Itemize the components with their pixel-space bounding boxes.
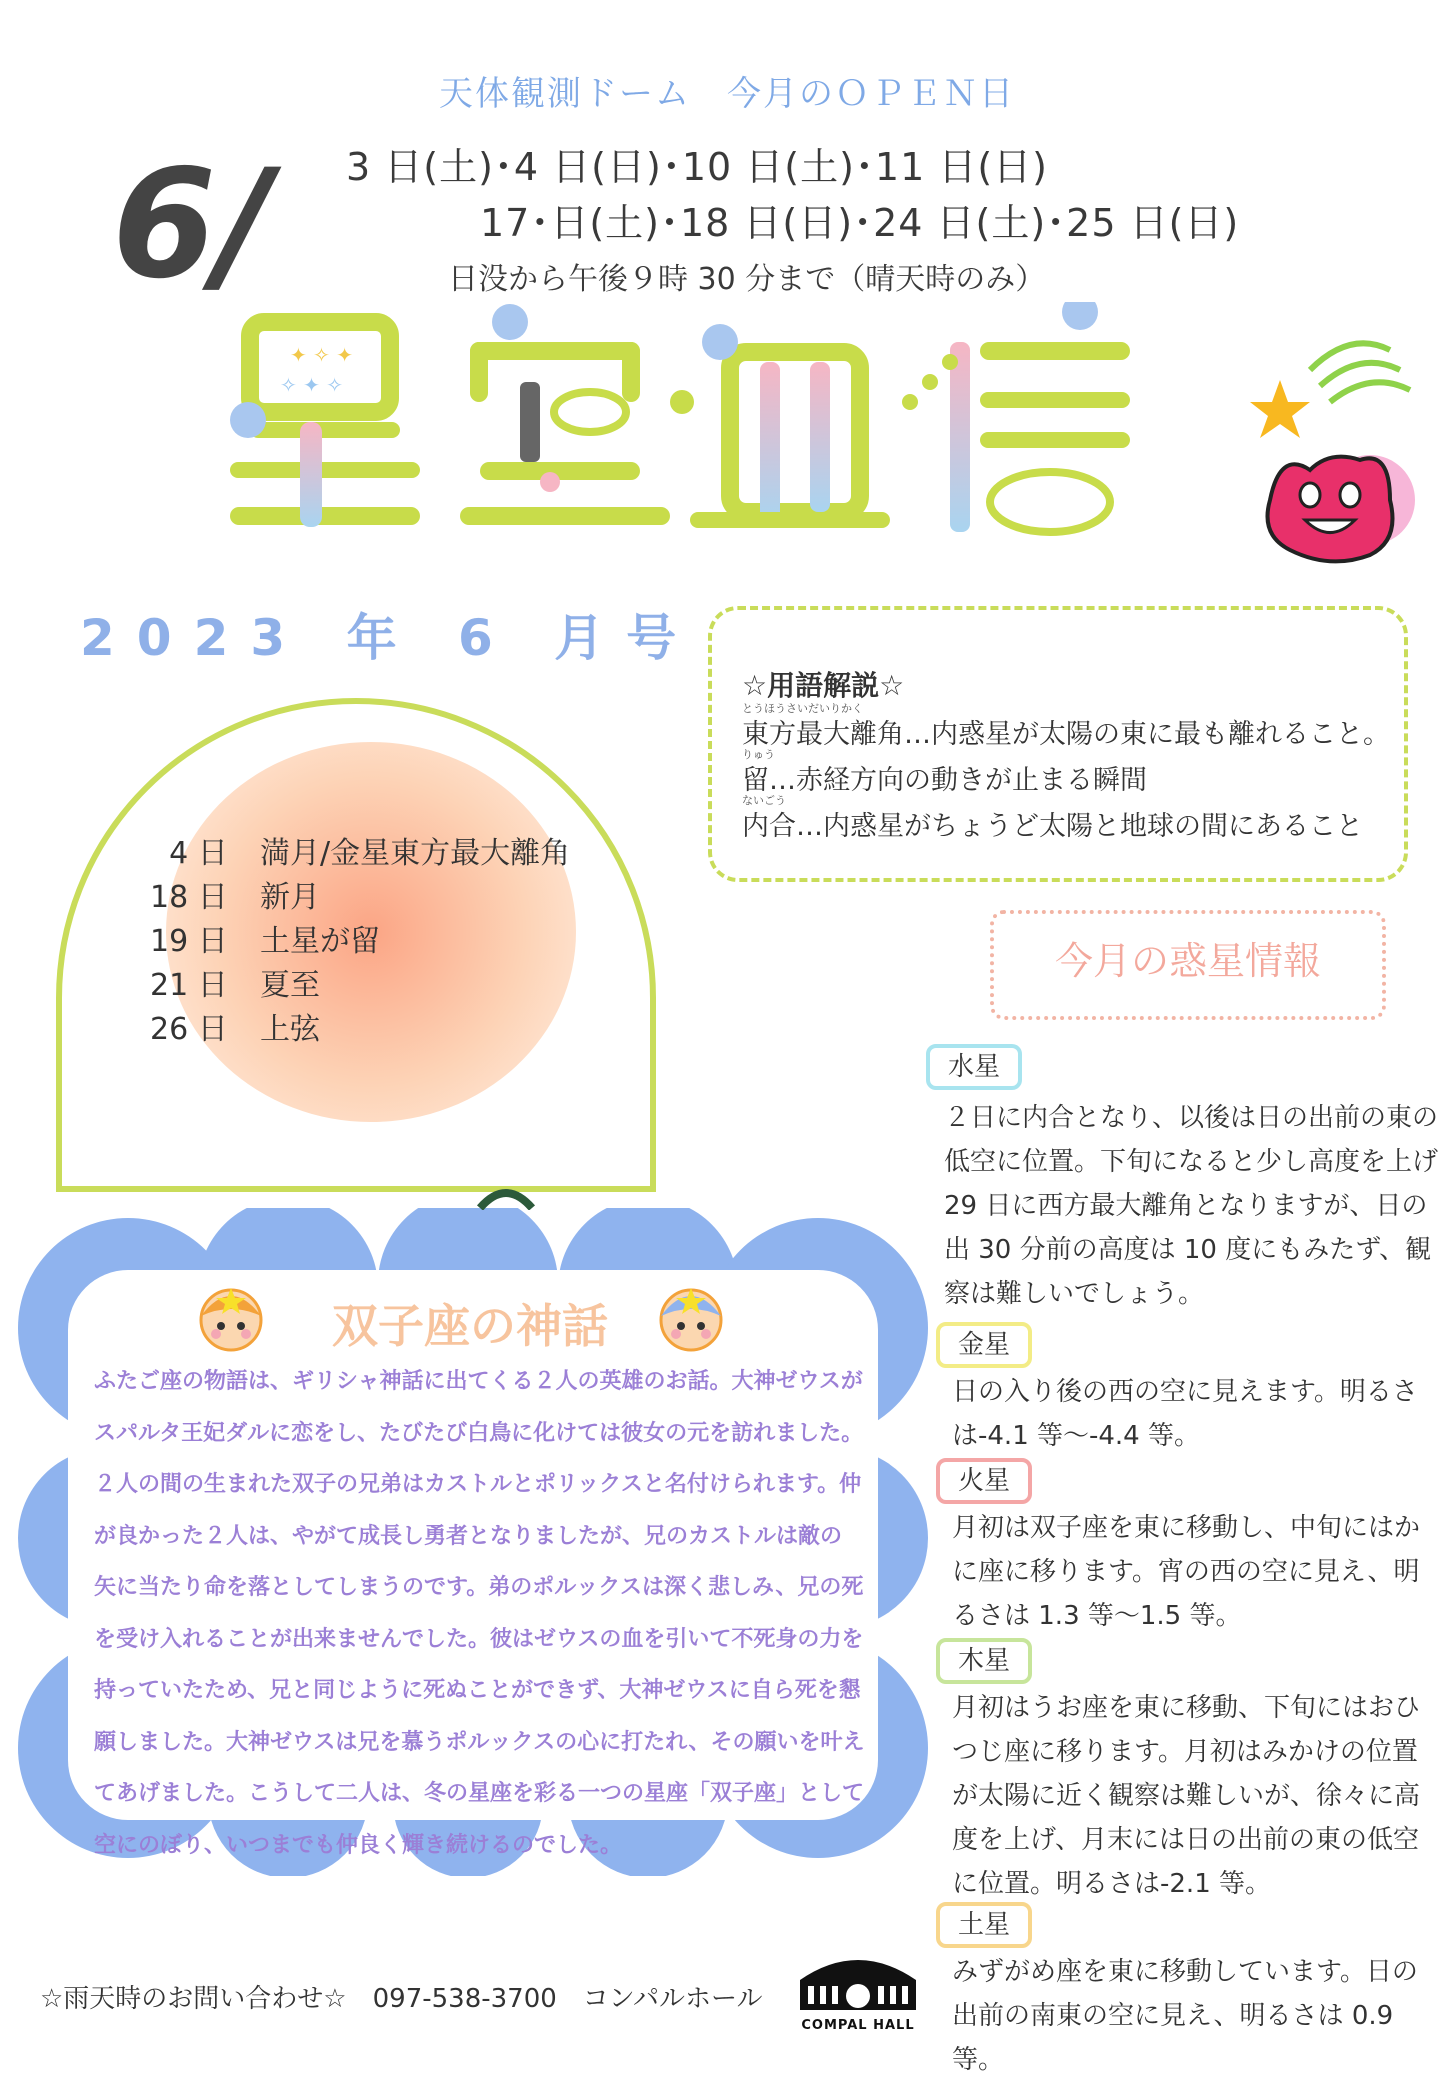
- event-day: 21 日: [150, 968, 228, 1003]
- shooting-star-icon: [1250, 343, 1410, 438]
- text-line: ２日に内合となり、以後は日の出前の東の: [944, 1103, 1439, 1133]
- glossary-ruby: りゅう: [742, 748, 775, 761]
- month-mark: 6/: [112, 138, 272, 312]
- glossary-ruby: ないごう: [742, 794, 786, 807]
- text-line: スパルタ王妃ダルに恋をし、たびたび白鳥に化けては彼女の元を訪れました。: [94, 1420, 864, 1446]
- text-line: 月初はうお座を東に移動、下旬にはおひ: [952, 1693, 1421, 1723]
- event-day: 19 日: [150, 924, 228, 959]
- event-label: 新月: [260, 880, 320, 915]
- event-day: 4 日: [150, 836, 228, 871]
- event-label: 上弦: [260, 1012, 320, 1047]
- text-line: 察は難しいでしょう。: [944, 1279, 1205, 1309]
- text-line: は-4.1 等～-4.4 等。: [952, 1421, 1200, 1451]
- text-line: 度を上げ、月末には日の出前の東の低空: [952, 1825, 1419, 1855]
- logo-char-shin: [902, 302, 1130, 532]
- text-line: てあげました。こうして二人は、冬の星座を彩る一つの星座「双子座」として: [94, 1781, 865, 1806]
- dome-open-title: 天体観測ドーム 今月のＯＰＥＮ日: [439, 74, 1015, 114]
- planet-name-jupiter: 木星: [936, 1640, 1032, 1677]
- open-dates-line2: 17･日(土)･18 日(日)･24 日(土)･25 日(日): [480, 201, 1240, 245]
- svg-text:✧ ✦ ✧: ✧ ✦ ✧: [280, 373, 343, 397]
- text-line: が良かった２人は、やがて成長し勇者となりましたが、兄のカストルは敵の: [94, 1523, 843, 1549]
- text-line: るさは 1.3 等～1.5 等。: [952, 1601, 1242, 1631]
- event-label: 満月/金星東方最大離角: [260, 836, 571, 871]
- glossary-item: [742, 794, 1363, 843]
- myth-body: [94, 1356, 884, 1871]
- text-line: ふたご座の物語は、ギリシャ神話に出てくる２人の英雄のお話。大神ゼウスが: [94, 1369, 863, 1394]
- text-line: 29 日に西方最大離角となりますが、日の: [944, 1191, 1428, 1221]
- compal-hall-logo: [796, 1950, 920, 2034]
- planet-name-mars: 火星: [936, 1460, 1032, 1497]
- hall-logo-text: COMPAL HALL: [801, 2018, 915, 2033]
- planet-text-mars: [952, 1506, 1442, 1638]
- glossary-text: 内合…内惑星がちょうど太陽と地球の間にあること: [742, 811, 1363, 842]
- text-line: 持っていたため、兄と同じように死ぬことができず、大神ゼウスに自ら死を懇: [94, 1678, 861, 1703]
- text-line: に座に移ります。宵の西の空に見え、明: [952, 1557, 1420, 1587]
- open-dates-line1: 3 日(土)･4 日(日)･10 日(土)･11 日(日): [346, 145, 1048, 189]
- logo-char-sora: [460, 304, 670, 525]
- footer-contact: ☆雨天時のお問い合わせ☆ 097-538-3700 コンパルホール: [40, 1984, 763, 2014]
- open-hours: 日没から午後９時 30 分まで（晴天時のみ）: [448, 262, 1046, 297]
- text-line: 矢に当たり命を落としてしまうのです。弟のポルックスは深く悲しみ、兄の死: [94, 1575, 864, 1600]
- planet-text-venus: [952, 1370, 1442, 1458]
- logo-char-hoshi: [230, 322, 420, 527]
- myth-title: 双子座の神話: [332, 1299, 608, 1353]
- glossary-text: 東方最大離角…内惑星が太陽の東に最も離れること。: [742, 719, 1390, 750]
- event-row: [150, 828, 570, 872]
- text-line: ２人の間の生まれた双子の兄弟はカストルとポリックスと名付けられます。仲: [94, 1472, 862, 1497]
- event-day: 18 日: [150, 880, 228, 915]
- event-row: [150, 1004, 320, 1048]
- planet-name-saturn: 土星: [936, 1904, 1032, 1941]
- glossary-title: ☆用語解説☆: [742, 669, 905, 702]
- event-row: [150, 916, 380, 960]
- text-line: つじ座に移ります。月初はみかけの位置: [952, 1737, 1418, 1767]
- event-label: 夏至: [260, 968, 320, 1003]
- mascot-character: [1250, 330, 1430, 570]
- text-line: 出 30 分前の高度は 10 度にもみたず、観: [944, 1235, 1432, 1265]
- planet-text-mercury: [944, 1096, 1444, 1316]
- text-line: 願しました。大神ゼウスは兄を慕うポルックスの心に打たれ、その願いを叶え: [94, 1729, 865, 1755]
- glossary-ruby: とうほうさいだいりかく: [742, 702, 863, 715]
- svg-text:✦ ✧ ✦: ✦ ✧ ✦: [290, 343, 353, 367]
- text-line: が太陽に近く観察は難しいが、徐々に高: [952, 1781, 1421, 1811]
- glossary-text: 留…赤経方向の動きが止まる瞬間: [742, 765, 1147, 796]
- planet-text-jupiter: [952, 1686, 1442, 1906]
- cloud-top-arc-icon: [476, 1184, 536, 1210]
- planet-text-saturn: [952, 1950, 1442, 2082]
- hoshizora-tsushin-logo: [220, 302, 1170, 542]
- planet-name-venus: 金星: [936, 1324, 1032, 1361]
- text-line: 出前の南東の空に見え、明るさは 0.9 等。: [952, 2001, 1394, 2075]
- planet-section-title: 今月の惑星情報: [1054, 939, 1321, 983]
- event-label: 土星が留: [260, 924, 380, 959]
- text-line: を受け入れることが出来ませんでした。彼はゼウスの血を引いて不死身の力を: [94, 1626, 864, 1652]
- event-row: [150, 872, 320, 916]
- planet-name-mercury: 水星: [926, 1046, 1022, 1083]
- issue-label: 2023 年 6 月号: [80, 609, 699, 667]
- text-line: 日の入り後の西の空に見えます。明るさ: [952, 1377, 1418, 1407]
- glossary-item: [742, 748, 1147, 797]
- event-day: 26 日: [150, 1012, 228, 1047]
- text-line: 低空に位置。下旬になると少し高度を上げ: [944, 1147, 1439, 1177]
- text-line: 空にのぼり、いつまでも仲良く輝き続けるのでした。: [94, 1832, 623, 1858]
- text-line: みずがめ座を東に移動しています。日の: [952, 1957, 1418, 1987]
- glossary-item: [742, 702, 1390, 751]
- text-line: に位置。明るさは-2.1 等。: [952, 1869, 1271, 1899]
- event-row: [150, 960, 320, 1004]
- logo-char-tsu: [670, 324, 890, 528]
- hall-building-icon: [796, 1950, 920, 2014]
- text-line: 月初は双子座を東に移動し、中旬にはか: [952, 1513, 1421, 1543]
